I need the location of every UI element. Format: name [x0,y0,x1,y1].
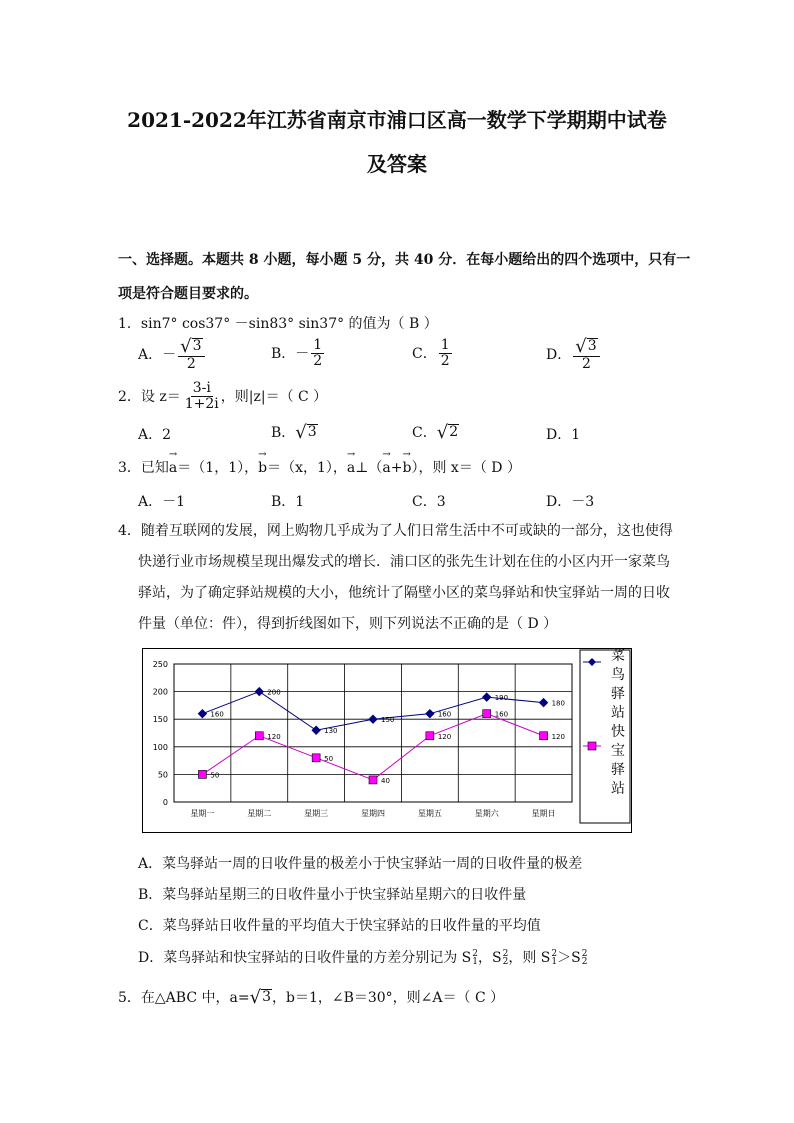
q3-option-b: B．1 [271,494,305,510]
legend-label-char: 驿 [611,686,625,702]
q1-a-num: 3 [192,338,202,354]
q3-part2: ＝（1，1）， [177,460,259,476]
q4-d-mid: ，S [478,950,502,966]
q3-vector-a: → a [169,460,177,476]
q1-d-den: 2 [581,356,591,372]
q2-b-label: B． [271,425,296,441]
q4-d-sup2: 2 [502,948,509,959]
q1-d-label: D． [546,347,572,364]
q1-c-num: 1 [440,337,450,353]
q2-frac-num: 3-i [192,380,211,396]
q4-d-mid2: ，则 S [508,950,551,966]
q1-d-num: 3 [587,338,597,354]
q4-d-sub4: 2 [581,957,588,967]
line-chart [142,648,632,833]
x-tick-label: 星期五 [417,809,442,818]
q4-option-d [138,947,587,967]
q4-stem-line4: 件量（单位：件），得到折线图如下，则下列说法不正确的是（ D ） [138,616,558,632]
section-header-cont: 项是符合题目要求的。 [118,286,258,302]
x-tick-label: 星期三 [304,809,329,818]
y-tick-label: 200 [152,687,168,697]
q4-option-b: B．菜鸟驿站星期三的日收件量小于快宝驿站星期六的日收件量 [138,887,527,903]
legend-label-char: 驿 [611,762,625,778]
q3-part4: ⊥（ [355,460,383,476]
q1-a-den: 2 [186,356,196,372]
q3-stem [118,457,521,477]
q5-pre: 5．在△ABC 中，a= [118,990,250,1006]
q2-c-label: C． [412,425,437,441]
x-tick-label: 星期四 [361,809,385,818]
q1-a-label: A．－ [138,347,177,364]
data-label: 50 [210,771,220,780]
q4-option-a: A．菜鸟驿站一周的日收件量的极差小于快宝驿站一周的日收件量的极差 [138,856,583,872]
data-label: 50 [324,754,334,763]
q4-d-sup3: 2 [551,948,558,959]
q3-option-c: C．3 [412,494,446,510]
legend-label-char: 菜 [611,648,625,664]
data-label: 40 [381,776,390,785]
legend-label-char: 鸟 [611,667,625,683]
q1-option-d: D． √ 3 2 [546,338,600,372]
q3-vector-a-3: → a [382,460,390,476]
y-tick-label: 100 [152,742,168,752]
q5-rad: 3 [262,989,271,1005]
q4-stem-line3: 驿站，为了确定驿站规模的大小，他统计了隔壁小区的菜鸟驿站和快宝驿站一周的日收 [138,585,670,601]
q2-stem-post: ，则|z|＝（ C ） [220,388,328,405]
q3-part5: + [390,460,403,476]
q4-d-sup4: 2 [581,948,588,959]
doc-title-line2: 及答案 [367,152,427,176]
series-point-square [255,732,263,740]
q2-option-d: D．1 [546,427,581,443]
data-label: 200 [267,688,281,697]
x-tick-label: 星期日 [531,809,556,818]
y-tick-label: 50 [157,770,168,780]
q2-option-b: B． √ 3 [271,422,317,443]
q1-option-a: A．－ √ 3 2 [138,338,205,372]
x-tick-label: 星期一 [190,809,215,818]
x-tick-label: 星期二 [247,809,272,818]
data-label: 120 [437,732,452,741]
q4-stem-line1: 4．随着互联网的发展，网上购物几乎成为了人们日常生活中不可或缺的一部分，这也使得 [118,523,673,539]
q2-frac-den: 1+2i [184,396,219,413]
q1-b-den: 2 [313,353,323,370]
y-tick-label: 150 [152,715,168,725]
series-point-square [312,754,320,762]
q4-d-sup1: 2 [472,948,478,959]
series-point-square [483,710,491,718]
q1-option-b [271,338,324,370]
q4-d-sub1: 1 [472,957,478,967]
q3-part6: ），则 x＝（ D ） [411,460,521,476]
y-tick-label: 250 [152,660,168,669]
data-label: 130 [324,727,338,736]
q2-b-rad: 3 [307,424,317,440]
q4-d-sub3: 1 [551,957,558,967]
q4-option-c: C．菜鸟驿站日收件量的平均值大于快宝驿站的日收件量的平均值 [138,918,541,934]
q1-b-label: B．－ [271,345,310,362]
q3-vector-b-2: → b [403,460,412,476]
q1-option-c [412,338,452,370]
legend-label-char: 站 [611,705,625,721]
q3-option-a: A．－1 [138,494,186,510]
q2-c-rad: 2 [449,424,459,440]
series-point-square [426,732,434,740]
q3-option-d: D．－3 [546,494,595,510]
q2-stem [118,381,327,413]
q1-b-num: 1 [313,337,323,353]
x-tick-label: 星期六 [474,809,499,818]
q5-stem: 5．在△ABC 中，a= √ 3 ，b＝1，∠B＝30°，则∠A＝（ C ） [118,987,505,1008]
data-label: 160 [494,710,509,719]
q3-part1: 3．已知 [118,460,169,476]
data-label: 120 [551,732,565,741]
q2-stem-pre: 2．设 z＝ [118,388,181,405]
q4-d-gt: ＞S [557,950,581,966]
data-label: 160 [210,710,224,719]
series-point-square [198,770,206,778]
q4-stem-line2: 快递行业市场规模呈现出爆发式的增长．浦口区的张先生计划在住的小区内开一家菜鸟 [138,554,670,570]
legend-marker-square [588,742,596,750]
q4-d-sub2: 2 [502,957,509,967]
q1-stem: 1．sin7° cos37° －sin83° sin37° 的值为（ B ） [118,316,438,332]
q3-vector-b: → b [258,460,267,476]
legend-label-char: 快 [611,724,625,740]
legend-label-char: 宝 [611,743,625,759]
data-label: 180 [551,699,565,708]
y-tick-label: 0 [162,798,168,807]
data-label: 190 [494,694,509,703]
q1-c-label: C． [412,345,437,362]
data-label: 160 [437,710,452,719]
q2-option-a: A．2 [138,427,172,443]
series-point-square [369,776,377,784]
section-header: 一、选择题。本题共 8 小题，每小题 5 分，共 40 分．在每小题给出的四个选项中，只有一 [118,252,691,268]
data-label: 120 [267,732,281,741]
q1-c-den: 2 [440,353,450,370]
data-label: 150 [381,716,395,725]
legend-label-char: 站 [611,781,625,797]
q4-d-pre: D．菜鸟驿站和快宝驿站的日收件量的方差分别记为 S [138,950,472,966]
q3-part3: ＝（x，1）， [267,460,347,476]
q2-option-c: C． √ 2 [412,422,459,443]
q3-vector-a-2: → a [347,460,355,476]
doc-title-line1: 2021-2022年江苏省南京市浦口区高一数学下学期期中试卷 [127,108,667,132]
q5-post: ，b＝1，∠B＝30°，则∠A＝（ C ） [271,990,505,1006]
series-point-square [540,732,548,740]
